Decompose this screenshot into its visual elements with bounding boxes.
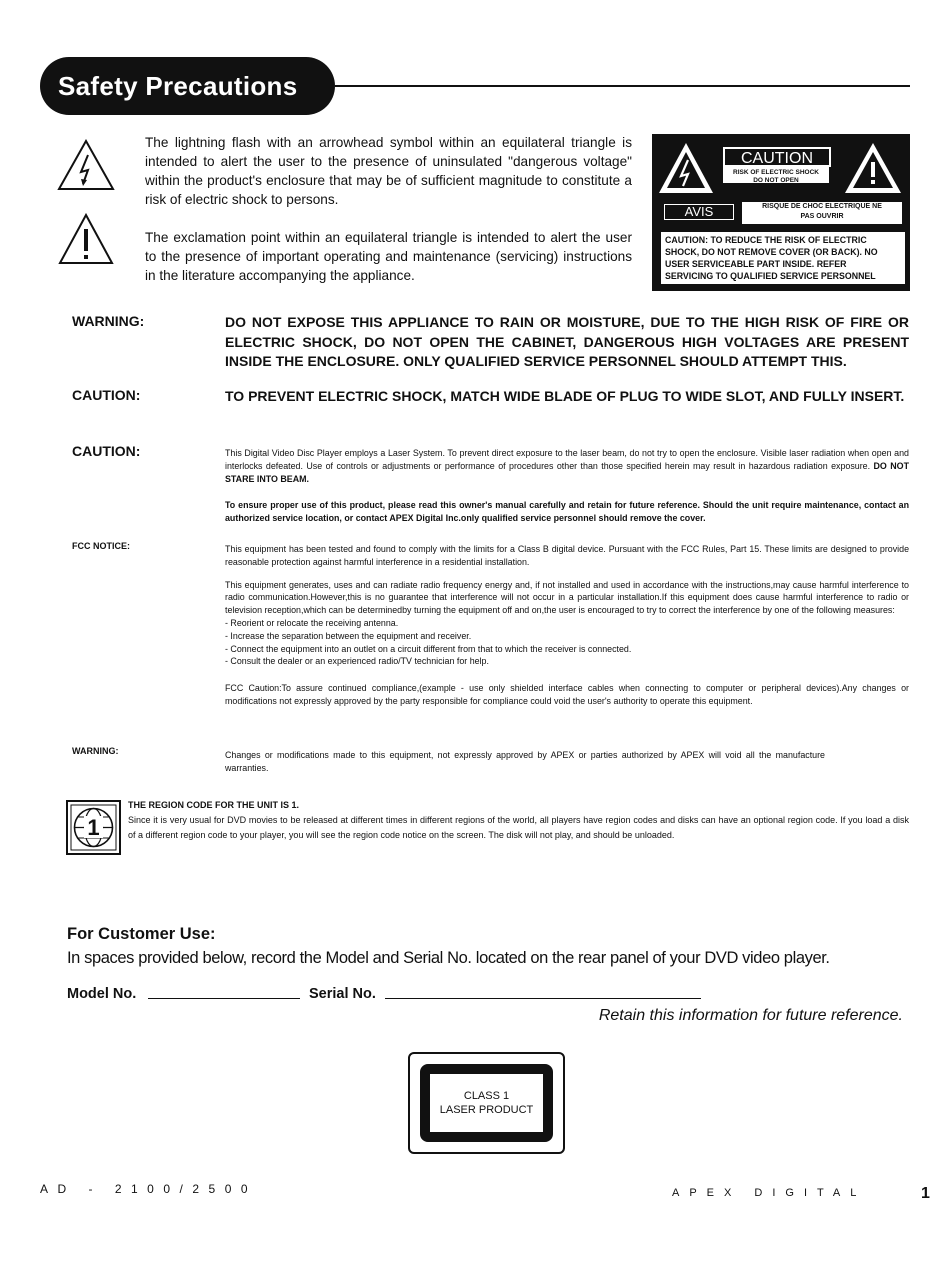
fcc-notice-body	[225, 543, 909, 716]
caution-warning-text	[660, 231, 906, 285]
caution-band	[722, 146, 830, 184]
region-code-notice	[128, 798, 909, 843]
avis-line-1: RISQUE DE CHOC ELECTRIQUE NE	[762, 203, 882, 210]
region-number: 1	[87, 815, 100, 840]
region-globe-icon	[66, 800, 121, 855]
warranty-warning-text: Changes or modifications made to this equipment, not expressly approved by APEX or parties authorized by APEX will void all the manufacture warranties.	[225, 750, 825, 773]
warning-text: DO NOT EXPOSE THIS APPLIANCE TO RAIN OR MOISTURE, DUE TO THE HIGH RISK OF FIRE OR ELECTRIC SHOCK, DO NOT OPEN THE CABINET, DANGEROUS HIGH VOLTAGES ARE PRESENT INSIDE THE ENCLOSURE. ONLY QUALIFIED SERVICE PERSONNEL SHOULD ATTEMPT THIS.	[225, 314, 909, 369]
fcc-paragraph-1: This equipment has been tested and found to comply with the limits for a Class B digital device. Pursuant with the FCC Rules, Part 15. These limits are designed to provide reasonable protection against harmful interference in a residential installation.	[225, 544, 909, 567]
warning-label: WARNING:	[72, 313, 145, 329]
caution-plug-text: TO PREVENT ELECTRIC SHOCK, MATCH WIDE BLADE OF PLUG TO WIDE SLOT, AND FULLY INSERT.	[225, 388, 905, 404]
caution-plug-label: CAUTION:	[72, 387, 141, 403]
caution-laser-label: CAUTION:	[72, 443, 141, 459]
serial-number-field	[385, 998, 701, 999]
lightning-warning-icon	[57, 139, 115, 191]
avis-line-2: PAS OUVRIR	[800, 213, 844, 220]
laser-label-inner	[420, 1064, 553, 1142]
owner-manual-note: To ensure proper use of this product, please read this owner's manual carefully and retain for future reference. Should the unit require maintenance, contact an authorized service location, or contact APEX Digital Inc.only qualified service personnel should remove the cover.	[225, 500, 909, 524]
caution-laser-body	[225, 447, 909, 533]
list-item: - Consult the dealer or an experienced radio/TV technician for help.	[225, 656, 489, 667]
footer-brand: APEX DIGITAL	[672, 1187, 867, 1199]
caution-title: CAUTION	[723, 147, 831, 167]
header-rule	[335, 85, 910, 87]
region-code-text: Since it is very usual for DVD movies to be released at different times in different regions of the world, all players have region codes and disks can have an optional region code. If you load a disk of a different region code to your player, you will see the region code notice on the screen. The disk will not play, and should be unloaded.	[128, 815, 909, 840]
avis-text	[742, 202, 902, 224]
warning-line-2: SHOCK, DO NOT REMOVE COVER (OR BACK). NO	[665, 247, 878, 257]
fcc-caution: FCC Caution:To assure continued compliance,(example - use only shielded interface cables when connecting to computer or peripheral devices).Any changes or modifications not expressly approved by the party responsible for compliance could void the user's authority to operate this equipment.	[225, 683, 909, 706]
retain-note: Retain this information for future reference.	[598, 1007, 903, 1024]
page-title: Safety Precautions	[40, 57, 335, 115]
lightning-triangle-icon	[656, 140, 716, 196]
laser-stare-warning: DO NOT STARE INTO BEAM.	[225, 460, 910, 484]
caution-label-box	[652, 134, 910, 291]
class1-laser-label	[408, 1052, 565, 1154]
laser-class: CLASS 1	[463, 1090, 510, 1102]
exclamation-triangle-icon	[842, 140, 904, 196]
exclamation-warning-icon	[58, 213, 114, 265]
exclamation-symbol-description: The exclamation point within an equilateral triangle is intended to alert the user to the presence of important operating and maintenance (servicing) instructions in the literature accompanying the appliance.	[145, 230, 632, 283]
fcc-measures-list	[225, 617, 909, 668]
risk-line-2: DO NOT OPEN	[753, 177, 799, 184]
laser-warning-text: This Digital Video Disc Player employs a Laser System. To prevent direct exposure to the laser beam, do not try to open the enclosure. Visible laser radiation when open and interlocks defeated. Use of controls or adjustments or performance of procedures other than those specified herein may result in hazardous radiation exposure.	[225, 448, 909, 471]
model-number-field	[148, 998, 300, 999]
lightning-symbol-description: The lightning flash with an arrowhead symbol within an equilateral triangle is intended to alert the user to the presence of uninsulated "dangerous voltage" within the product's enclosure that may be of sufficient magnitude to constitute a risk of electric shock to persons.	[145, 135, 632, 207]
serial-number-label: Serial No.	[309, 986, 376, 1002]
model-number-label: Model No.	[67, 986, 137, 1002]
laser-product: LASER PRODUCT	[439, 1104, 534, 1116]
warning-line-1: CAUTION: TO REDUCE THE RISK OF ELECTRIC	[665, 235, 867, 245]
page-number: 1	[921, 1185, 930, 1202]
list-item: - Increase the separation between the equipment and receiver.	[225, 630, 472, 641]
warning-line-3: USER SERVICEABLE PART INSIDE. REFER	[665, 259, 847, 269]
customer-use-instruction: In spaces provided below, record the Model and Serial No. located on the rear panel of your DVD video player.	[67, 949, 830, 967]
region-code-title: THE REGION CODE FOR THE UNIT IS 1.	[128, 800, 300, 810]
footer-model-number: AD - 2100/2500	[40, 1182, 258, 1196]
avis-label: AVIS	[664, 204, 734, 220]
warning-line-4: SERVICING TO QUALIFIED SERVICE PERSONNEL	[665, 271, 876, 281]
list-item: - Connect the equipment into an outlet on a circuit different from that to which the receiver is connected.	[225, 643, 632, 654]
customer-use-heading: For Customer Use:	[67, 925, 216, 943]
fcc-notice-label: FCC NOTICE:	[72, 541, 130, 551]
list-item: - Reorient or relocate the receiving antenna.	[225, 617, 399, 628]
fcc-paragraph-2: This equipment generates, uses and can radiate radio frequency energy and, if not installed and used in accordance with the instructions,may cause harmful interference to radio communication.However,this is no guarantee that interference will not occur in a particular installation.If this equipment does cause harmful interference to radio or television reception,which can be determinedby turning the equipment off and on,the user is encouraged to try to correct the interference by one of the following measures:	[225, 579, 909, 616]
risk-line-1: RISK OF ELECTRIC SHOCK	[733, 169, 819, 176]
warranty-warning-label: WARNING:	[72, 746, 119, 756]
